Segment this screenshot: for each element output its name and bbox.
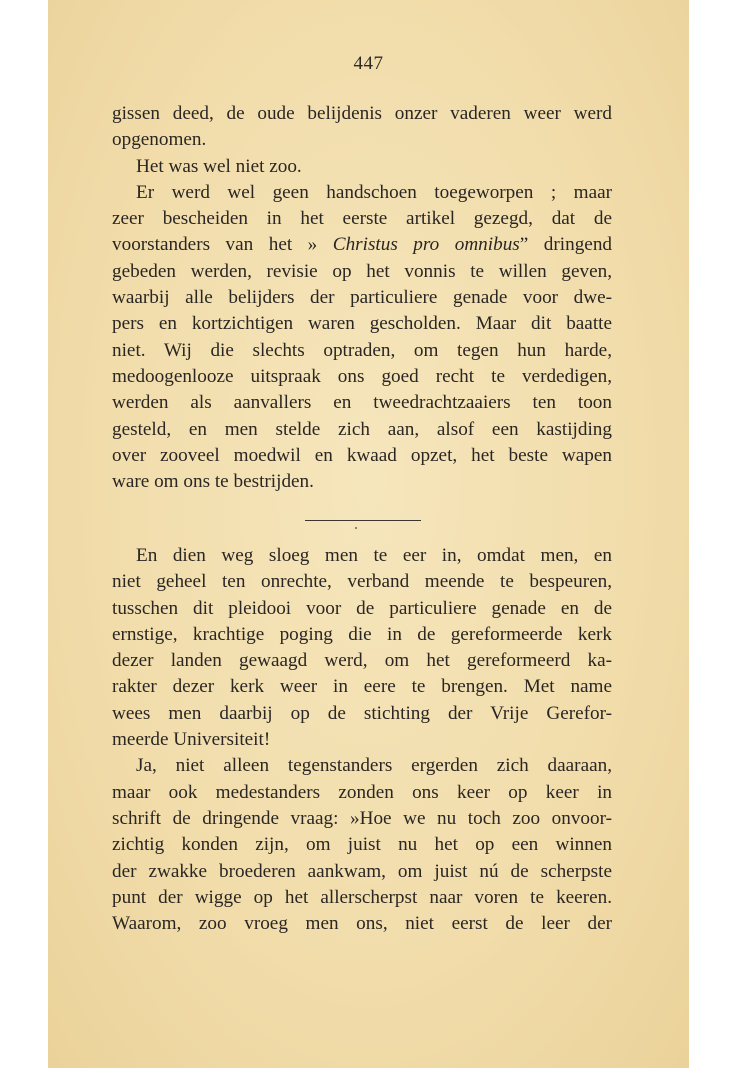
- text-line: Waarom, zoo vroeg men ons, niet eerst de leer der: [112, 913, 612, 935]
- divider-dot: [355, 527, 357, 529]
- text-line: ernstige, krachtige poging die in de gereformeerde kerk: [112, 623, 612, 645]
- text-line: Het was wel niet zoo.: [136, 155, 302, 177]
- section-divider: [305, 520, 421, 521]
- text-line: gesteld, en men stelde zich aan, alsof een kastijding: [112, 418, 612, 440]
- text-line: over zooveel moedwil en kwaad opzet, het beste wapen: [112, 444, 612, 466]
- text-line: medoogenlooze uitspraak ons goed recht te verdedigen,: [112, 365, 612, 387]
- text-line: gebeden werden, revisie op het vonnis te willen geven,: [112, 260, 612, 282]
- text-line: maar ook medestanders zonden ons keer op keer in: [112, 781, 612, 803]
- text-line: tusschen dit pleidooi voor de particuliere genade en de: [112, 597, 612, 619]
- text-line: zichtig konden zijn, om juist nu het op een winnen: [112, 834, 612, 856]
- closing-quote: ”: [519, 234, 529, 256]
- text-line: waarbij alle belijders der particuliere genade voor dwe-: [112, 287, 612, 309]
- paragraph-section-2: [112, 543, 612, 937]
- italic-quote: Christus pro omnibus: [332, 234, 520, 256]
- text-line: zeer bescheiden in het eerste artikel gezegd, dat de: [112, 208, 612, 230]
- text-fragment: voorstanders van het »: [112, 234, 318, 256]
- text-line: rakter dezer kerk weer in eere te brengen. Met name: [112, 676, 612, 698]
- text-line: schrift de dringende vraag: »Hoe we nu toch zoo onvoor-: [112, 807, 612, 829]
- text-line: dezer landen gewaagd werd, om het gereformeerd ka-: [112, 650, 612, 672]
- text-line: Ja, niet alleen tegenstanders ergerden zich daaraan,: [136, 755, 612, 777]
- page-number: 447: [353, 53, 384, 74]
- text-line: wees men daarbij op de stichting der Vrije Gerefor-: [112, 702, 612, 724]
- text-line: werden als aanvallers en tweedrachtzaaiers ten toon: [112, 392, 612, 414]
- text-line: meerde Universiteit!: [112, 729, 271, 751]
- text-line: ware om ons te bestrijden.: [112, 471, 314, 493]
- text-line-with-italic: [112, 232, 612, 258]
- text-line: punt der wigge op het allerscherpst naar voren te keeren.: [112, 886, 612, 908]
- text-line: niet. Wij die slechts optraden, om tegen hun harde,: [112, 339, 612, 361]
- text-line: pers en kortzichtigen waren gescholden. Maar dit baatte: [112, 313, 612, 335]
- text-line: niet geheel ten onrechte, verband meende te bespeuren,: [112, 571, 612, 593]
- text-fragment: dringend: [543, 234, 613, 256]
- text-line: opgenomen.: [112, 129, 207, 151]
- text-line: En dien weg sloeg men te eer in, omdat men, en: [136, 545, 612, 566]
- text-line: Er werd wel geen handschoen toegeworpen ; maar: [136, 181, 612, 203]
- paragraph-section-1: [112, 101, 612, 495]
- text-line: gissen deed, de oude belijdenis onzer vaderen weer werd: [112, 103, 612, 124]
- text-line: der zwakke broederen aankwam, om juist nú de scherpste: [112, 860, 612, 882]
